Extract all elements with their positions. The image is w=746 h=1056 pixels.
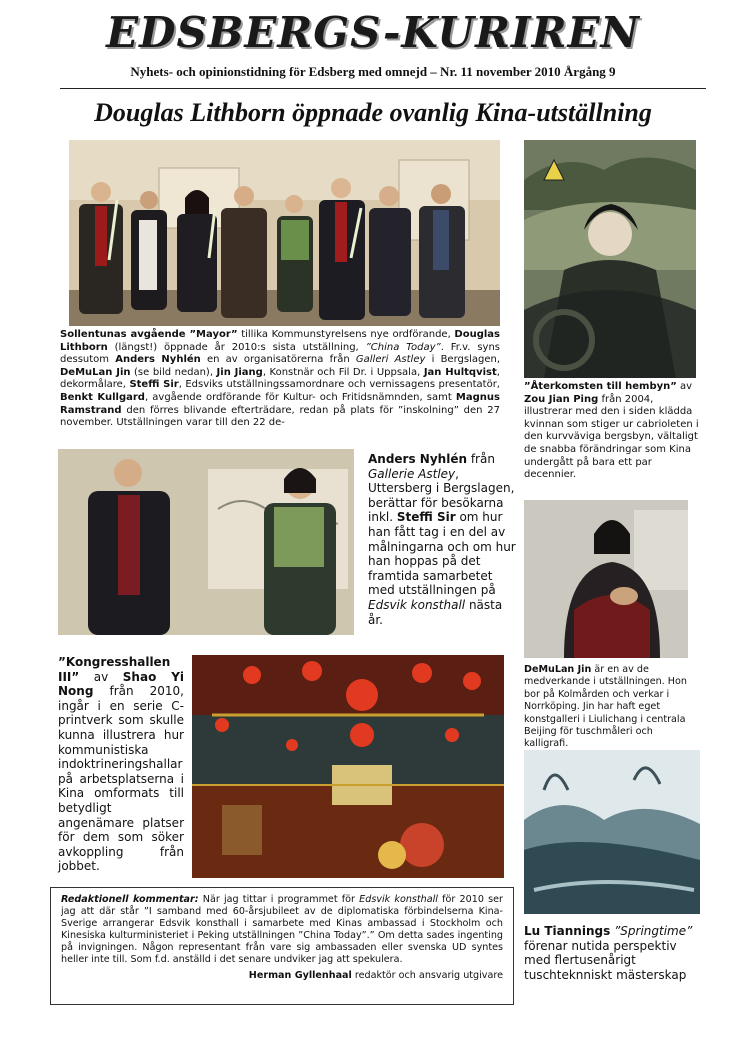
editorial-comment: [50, 887, 514, 1005]
caption-aterkomsten: ”Återkomsten till hembyn” av Zou Jian Ping från 2004, illustrerar med den i siden klädda kvinnan som stiger ur cabrioleten i den kurvväviga bergsbyn, vältaligt de snabba förändringar som Kina undergått på bara ett par decennier.: [524, 381, 699, 481]
headline: Douglas Lithborn öppnade ovanlig Kina-utställning: [94, 98, 652, 127]
painting-springtime: [524, 750, 700, 914]
editorial-text: Redaktionell kommentar: När jag tittar i programmet för Edsvik konsthall för 2010 ser jag att där står ”I samband med 60-årsjubileet av de diplomatiska förbindelserna Kina-Sverige arrangerar Edsvik konsthall i samarbete med Kinas ambassad i Stockholm och Kinesiska kulturministeriet i Peking utställningen ”China Today”.” Om detta sades ingenting på invigningen. Någon representant från vare sig ambassaden eller svenska UD syntes heller inte till. Som f.d. anställd i det senare undviker jag att spekulera.: [61, 894, 503, 965]
painting-aterkomsten: [524, 140, 696, 378]
caption-springtime: Lu Tiannings ”Springtime” förenar nutida perspektiv med flertusenårigt tuschteknniskt mästerskap: [524, 924, 693, 982]
caption-kongresshallen: ”Kongresshallen III” av Shao Yi Nong från 2010, ingår i en serie C-printverk som skulle kunna illustrera hur kommunistiska indoktrineringshallar på arbetsplatserna i Kina omformats till betydligt angenämare platser för dem som söker avkoppling från jobbet.: [58, 655, 184, 874]
photo-nyhlen-sir: [58, 449, 354, 635]
masthead-divider: [60, 88, 706, 89]
masthead: EDSBERGS-KURIREN: [106, 8, 640, 57]
caption-nyhlen: Anders Nyhlén från Gallerie Astley, Uttersberg i Bergslagen, berättar för besökarna inkl. Steffi Sir om hur han fått tag i en del av målningarna och om hur han hoppas på det framtida samarbetet med utställningen på Edsvik konsthall nästa år.: [368, 452, 516, 627]
painting-kongresshallen: [192, 655, 504, 878]
main-photo-caption: Sollentunas avgående ”Mayor” tillika Kommunstyrelsens nye ordförande, Douglas Lithborn (längst!) öppnade år 2010:s sista utställning, ”China Today”. Fr.v. syns dessutom Anders Nyhlén en av organisatörerna från Galleri Astley i Bergslagen, DeMuLan Jin (se bild nedan), Jin Jiang, Konstnär och Fil Dr. i Uppsala, Jan Hultqvist, dekormålare, Steffi Sir, Edsviks utställningssamordnare och vernissagens presentatör, Benkt Kullgard, avgående ordförande för Kultur- och Fritidsnämnden, samt Magnus Ramstrand den förres blivande efterträdare, redan på plats för ”inskolning” den 27 november. Utställningen varar till den 22 de-: [60, 329, 500, 429]
photo-demulan-jin: [524, 500, 688, 658]
caption-demulan: DeMuLan Jin är en av de medverkande i utställningen. Hon bor på Kolmården och verkar i Norrköping. Jin har haft eget konstgalleri i Liulichang i centrala Beijing för tuschmåleri och kalligrafi.: [524, 664, 687, 750]
editorial-signature: Herman Gyllenhaal redaktör och ansvarig utgivare: [248, 970, 503, 981]
group-photo: [69, 140, 500, 326]
masthead-subline: Nyhets- och opinionstidning för Edsberg med omnejd – Nr. 11 november 2010 Årgång 9: [130, 64, 616, 79]
